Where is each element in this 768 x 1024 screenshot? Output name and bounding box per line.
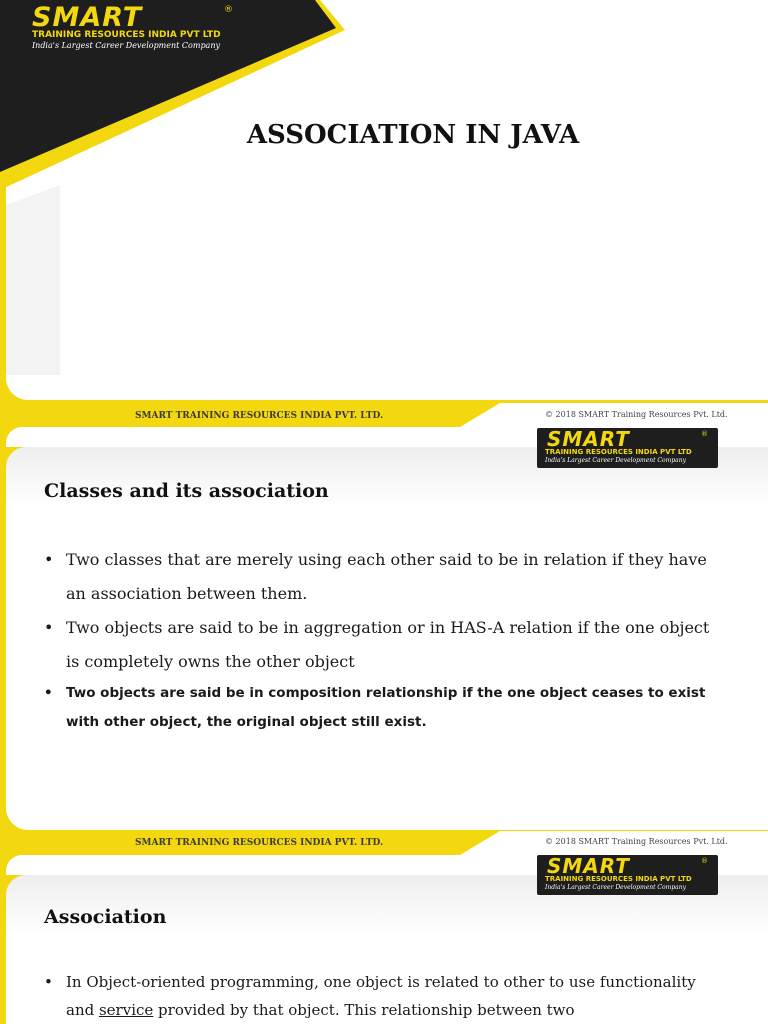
- logo-word: SMART: [547, 855, 630, 878]
- company-logo: [537, 428, 718, 468]
- list-item: • Two objects are said to be in aggregation or in HAS-A relation if the one object is completely owns the other object: [44, 611, 724, 679]
- bullet-list: [44, 543, 724, 737]
- slide-title-text: ASSOCIATION IN JAVA: [246, 120, 580, 150]
- logo-company-name: TRAINING RESOURCES INDIA PVT LTD: [545, 875, 692, 883]
- logo-company-name: TRAINING RESOURCES INDIA PVT LTD: [545, 448, 692, 456]
- service-link[interactable]: service: [98, 1001, 154, 1019]
- logo-company-name: TRAINING RESOURCES INDIA PVT LTD: [32, 30, 221, 40]
- footer-company: SMART TRAINING RESOURCES INDIA PVT. LTD.: [135, 411, 384, 421]
- slide-heading: Association: [44, 906, 167, 928]
- logo-tagline: India's Largest Career Development Company: [545, 457, 686, 464]
- logo-tagline: India's Largest Career Development Company: [32, 41, 220, 50]
- company-logo: [28, 2, 238, 54]
- list-item: • Two classes that are merely using each other said to be in relation if they have an association between them.: [44, 543, 724, 611]
- footer-company: SMART TRAINING RESOURCES INDIA PVT. LTD.: [135, 838, 384, 848]
- bullet-text: In Object-oriented programming, one object is related to other to use functionality and: [66, 973, 696, 1019]
- logo-word: SMART: [32, 2, 143, 33]
- list-item: • Two objects are said be in composition relationship if the one object ceases to exist with other object, the original object still exist.: [44, 679, 724, 737]
- logo-tagline: India's Largest Career Development Company: [545, 884, 686, 891]
- slide-title: [0, 0, 768, 427]
- slide-heading: Classes and its association: [44, 480, 329, 502]
- bullet-text-continued: provided by that object. This relationship between two: [153, 1001, 575, 1019]
- corner-decoration: [0, 0, 768, 427]
- footer-copyright: © 2018 SMART Training Resources Pvt. Ltd.: [545, 837, 728, 846]
- logo-word: SMART: [547, 427, 630, 451]
- registered-mark: ®: [701, 430, 708, 438]
- bullet-list: [44, 968, 724, 1024]
- registered-mark: ®: [701, 857, 708, 865]
- registered-mark: ®: [224, 5, 233, 15]
- footer-copyright: © 2018 SMART Training Resources Pvt. Ltd.: [545, 410, 728, 419]
- slide-association: [0, 855, 768, 1024]
- list-item: [44, 968, 724, 1024]
- slide-classes-association: [0, 427, 768, 855]
- company-logo: [537, 855, 718, 895]
